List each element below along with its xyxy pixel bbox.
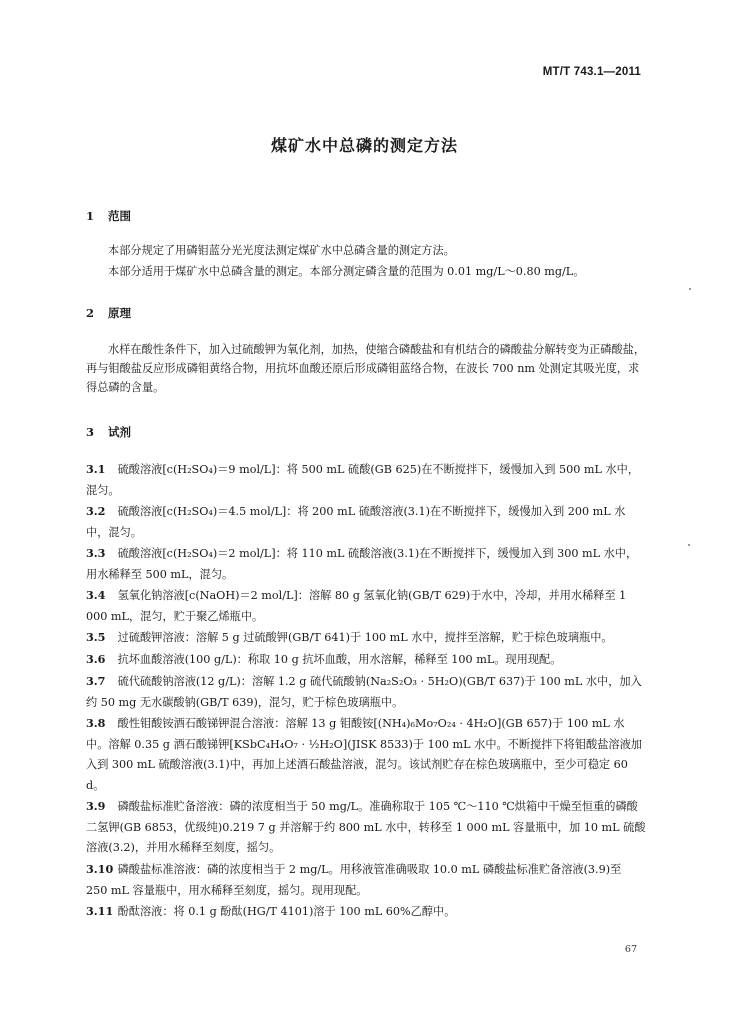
section-1-heading <box>86 208 131 224</box>
section-number: 3 <box>86 425 95 439</box>
clause-number: 3.11 <box>86 904 114 918</box>
section-title: 试剂 <box>108 425 132 439</box>
clause-number: 3.5 <box>86 630 106 644</box>
clause-text: 硫酸溶液[c(H₂SO₄)＝4.5 mol/L]：将 200 mL 硫酸溶液(3.1)在不断搅拌下，缓慢加入到 200 mL 水中，混匀。 <box>86 505 626 539</box>
reagent-clause <box>86 859 646 901</box>
clause-number: 3.4 <box>86 588 106 602</box>
clause-text: 磷酸盐标准贮备溶液：磷的浓度相当于 50 mg/L。准确称取于 105 ℃～110 ℃烘箱中干燥至恒重的磷酸二氢钾(GB 6853，优级纯)0.219 7 g 并溶解于约 800 mL 水中，转移至 1 000 mL 容量瓶中，加 10 mL 硫酸溶液(3.2)，并用水稀释至刻度，摇匀。 <box>86 800 646 854</box>
clause-text: 磷酸盐标准溶液：磷的浓度相当于 2 mg/L。用移液管准确吸取 10.0 mL 磷酸盐标准贮备溶液(3.9)至 250 mL 容量瓶中，用水稀释至刻度，摇匀。现用现配。 <box>86 863 622 897</box>
clause-text: 酸性钼酸铵酒石酸锑钾混合溶液：溶解 13 g 钼酸铵[(NH₄)₆Mo₇O₂₄ · 4H₂O](GB 657)于 100 mL 水中。溶解 0.35 g 酒石酸锑钾[KSbC₄H₄O₇ · ½H₂O](JISK 8533)于 100 mL 水中。不断搅拌下将钼酸盐溶液加入到 300 mL 硫酸溶液(3.1)中，再加上述酒石酸盐溶液，混匀。该试剂贮存在棕色玻璃瓶中，至少可稳定 60 d。 <box>86 717 642 792</box>
reagent-clause <box>86 627 646 649</box>
reagent-clause <box>86 543 646 585</box>
scope-paragraph-1: 本部分规定了用磷钼蓝分光光度法测定煤矿水中总磷含量的测定方法。 <box>108 244 455 257</box>
clause-text: 酚酞溶液：将 0.1 g 酚酞(HG/T 4101)溶于 100 mL 60%乙醇中。 <box>117 905 456 918</box>
reagent-clause <box>86 501 646 543</box>
reagent-clause <box>86 671 646 713</box>
clause-text: 硫酸溶液[c(H₂SO₄)＝2 mol/L]：将 110 mL 硫酸溶液(3.1)在不断搅拌下，缓慢加入到 300 mL 水中，用水稀释至 500 mL，混匀。 <box>86 547 638 581</box>
document-title: 煤矿水中总磷的测定方法 <box>270 136 458 155</box>
clause-number: 3.8 <box>86 716 106 730</box>
clause-number: 3.2 <box>86 504 106 518</box>
section-3-heading <box>86 424 131 440</box>
clause-text: 过硫酸钾溶液：溶解 5 g 过硫酸钾(GB/T 641)于 100 mL 水中，搅拌至溶解，贮于棕色玻璃瓶中。 <box>117 631 613 644</box>
clause-number: 3.10 <box>86 862 114 876</box>
section-2-heading <box>86 305 131 321</box>
clause-number: 3.1 <box>86 462 106 476</box>
reagent-clause <box>86 649 646 671</box>
reagent-clause <box>86 796 646 859</box>
standard-code: MT/T 743.1—2011 <box>542 66 641 78</box>
clause-number: 3.9 <box>86 799 106 813</box>
section-title: 范围 <box>108 209 132 223</box>
reagent-clause <box>86 459 646 501</box>
principle-paragraph: 水样在酸性条件下，加入过硫酸钾为氧化剂，加热，使缩合磷酸盐和有机结合的磷酸盐分解转变为正磷酸盐，再与钼酸盐反应形成磷钼黄络合物，用抗坏血酸还原后形成磷钼蓝络合物，在波长 700 nm 处测定其吸光度，求得总磷的含量。 <box>86 343 646 394</box>
clause-number: 3.6 <box>86 652 106 666</box>
clause-text: 硫酸溶液[c(H₂SO₄)＝9 mol/L]：将 500 mL 硫酸(GB 625)在不断搅拌下，缓慢加入到 500 mL 水中，混匀。 <box>86 463 640 497</box>
scan-speck <box>688 544 690 546</box>
scan-speck <box>689 288 691 290</box>
scope-paragraph-2: 本部分适用于煤矿水中总磷含量的测定。本部分测定磷含量的范围为 0.01 mg/L～0.80 mg/L。 <box>108 265 585 278</box>
clause-number: 3.3 <box>86 546 106 560</box>
section-number: 1 <box>86 209 95 223</box>
section-title: 原理 <box>108 306 132 320</box>
page-number: 67 <box>624 944 637 955</box>
clause-number: 3.7 <box>86 674 106 688</box>
clause-text: 硫代硫酸钠溶液(12 g/L)：溶解 1.2 g 硫代硫酸钠(Na₂S₂O₃ · 5H₂O)(GB/T 637)于 100 mL 水中，加入约 50 mg 无水碳酸钠(GB/T 639)，混匀，贮于棕色玻璃瓶中。 <box>86 675 642 709</box>
reagent-clause <box>86 585 646 627</box>
clause-text: 抗坏血酸溶液(100 g/L)：称取 10 g 抗坏血酸，用水溶解，稀释至 100 mL。现用现配。 <box>117 653 562 666</box>
reagent-clause <box>86 713 646 796</box>
section-number: 2 <box>86 306 95 320</box>
reagent-clause <box>86 901 646 923</box>
clause-text: 氢氧化钠溶液[c(NaOH)＝2 mol/L]：溶解 80 g 氢氧化钠(GB/T 629)于水中，冷却，并用水稀释至 1 000 mL，混匀，贮于聚乙烯瓶中。 <box>86 589 627 623</box>
